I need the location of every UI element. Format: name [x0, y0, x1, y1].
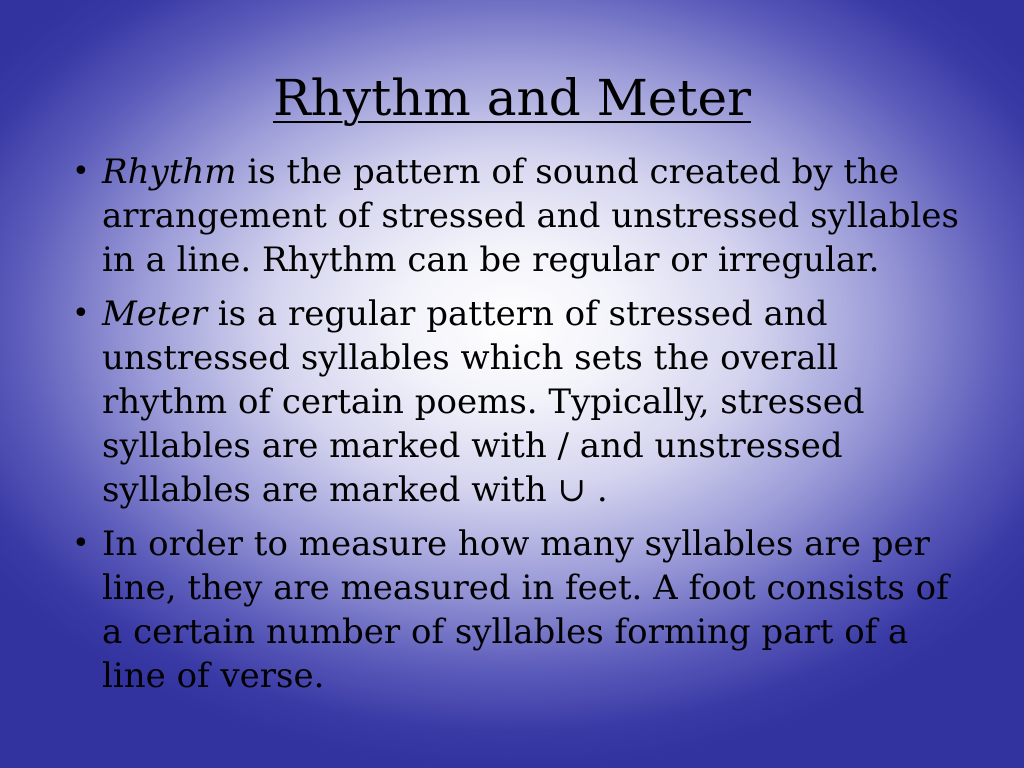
- bullet-text: is the pattern of sound created by the arrangement of stressed and unstressed syllables in a line. Rhythm can be regular or irregular.: [102, 152, 959, 280]
- bullet-text: is a regular pattern of stressed and unstressed syllables which sets the overall rhythm of certain poems. Typically, stressed syllables are marked with / and unstressed syllables are marked with ∪ .: [102, 294, 865, 510]
- bullet-term: Rhythm: [102, 152, 237, 192]
- bullet-list: [66, 150, 966, 708]
- bullet-item-meter: [66, 292, 966, 512]
- bullet-text: In order to measure how many syllables are per line, they are measured in feet. A foot consists of a certain number of syllables forming part of a line of verse.: [102, 524, 949, 696]
- bullet-dot-icon: •: [72, 296, 90, 331]
- slide-title: [0, 66, 1024, 130]
- bullet-item-rhythm: [66, 150, 966, 282]
- bullet-item-feet: [66, 522, 966, 698]
- bullet-dot-icon: •: [72, 526, 90, 561]
- bullet-term: Meter: [102, 294, 207, 334]
- bullet-dot-icon: •: [72, 154, 90, 189]
- slide-title-text: Rhythm and Meter: [273, 69, 751, 127]
